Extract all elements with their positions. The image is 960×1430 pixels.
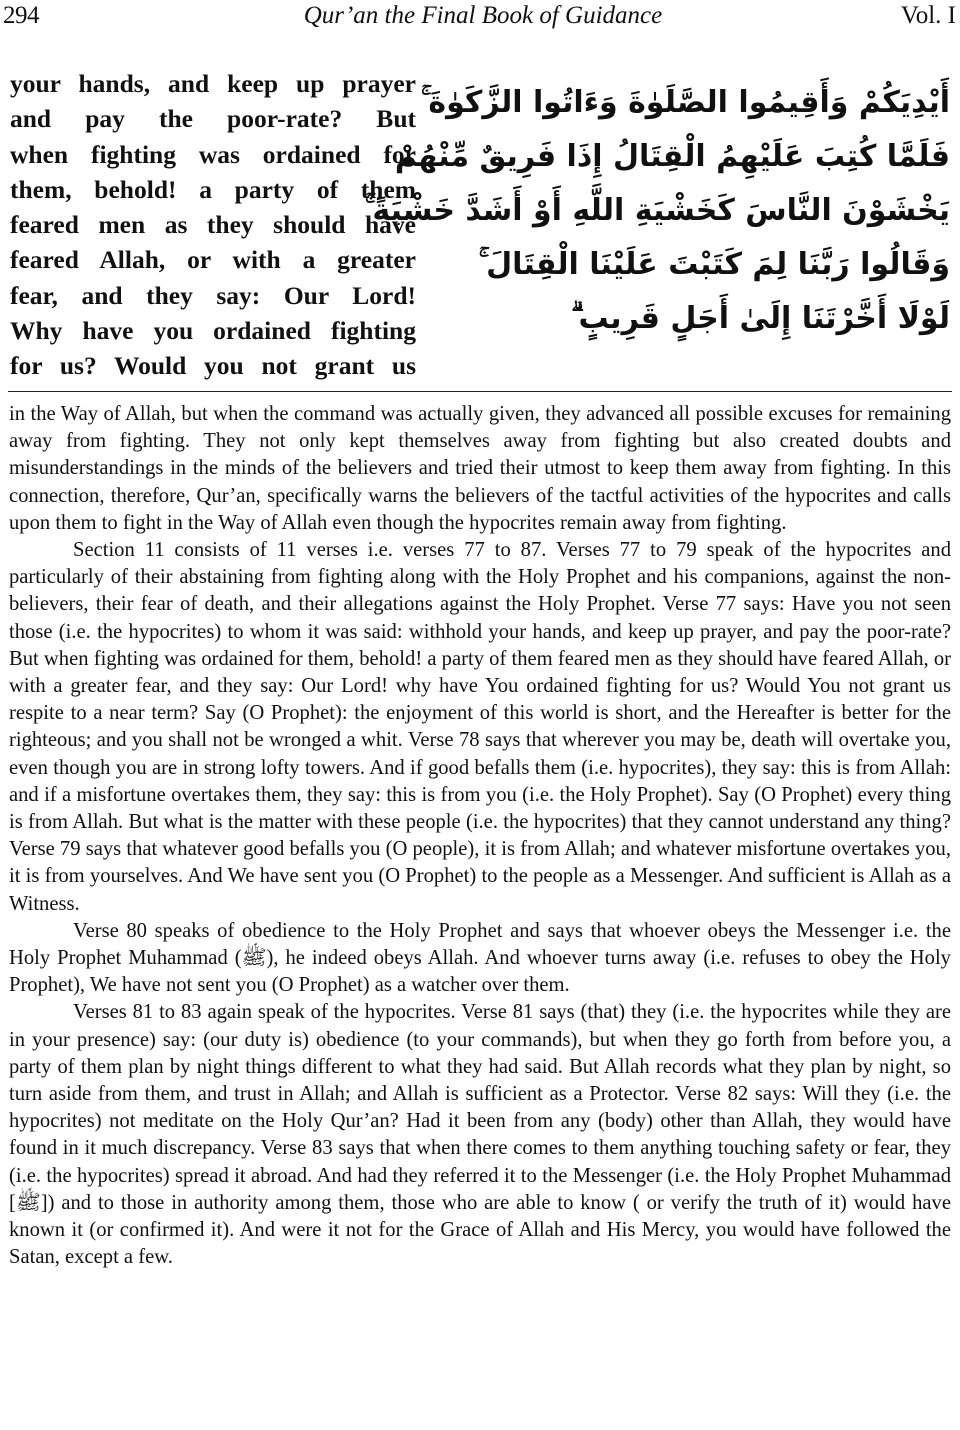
- commentary: [9, 401, 951, 1272]
- translation-line: feared men as they should have: [10, 210, 416, 240]
- translation-line: when fighting was ordained for: [10, 139, 416, 169]
- horizontal-rule: [8, 391, 952, 392]
- translation-line: them, behold! a party of them: [10, 174, 416, 204]
- arabic-line: أَيْدِيَكُمْ وَأَقِيمُوا الصَّلَوٰةَ وَءَاتُوا الزَّكَوٰةَ ۚ: [420, 85, 950, 120]
- running-head: [0, 0, 960, 36]
- commentary-paragraph: Verses 81 to 83 again speak of the hypocrites. Verse 81 says (that) they (i.e. the hypocrites while they are in your presence) say: (our duty is) obedience (to your commands), but when they go forth from before you, a party of them plan by night things different to what they had said. But Allah records what they plan by night, so turn aside from them, and trust in Allah; and Allah is sufficient as a Protector. Verse 82 says: Will they (i.e. the hypocrites) not meditate on the Holy Qur’an? Had it been from any (body) other than Allah, they would have found in it much discrepancy. Verse 83 says that when there comes to them anything touching safety or fear, they (i.e. the hypocrites) spread it abroad. And had they referred it to the Messenger (i.e. the Holy Prophet Muhammad [ﷺ]) and to those in authority among them, those who are able to know ( or verify the truth of it) would have known it (or confirmed it). And were it not for the Grace of Allah and His Mercy, you would have followed the Satan, except a few.: [9, 1001, 951, 1269]
- volume-label: Vol. I: [900, 2, 956, 29]
- page-number: 294: [3, 2, 39, 29]
- translation-line: your hands, and keep up prayer: [10, 69, 416, 98]
- arabic-line: فَلَمَّا كُتِبَ عَلَيْهِمُ الْقِتَالُ إِذَا فَرِيقٌ مِّنْهُمْ: [394, 139, 950, 174]
- commentary-paragraph: in the Way of Allah, but when the command was actually given, they advanced all possible excuses for remaining away from fighting. They not only kept themselves away from fighting but also created doubts and misunderstandings in the minds of the believers and tried their utmost to keep them away from fighting. In this connection, therefore, Qur’an, specifically warns the believers of the tactful activities of the hypocrites and calls upon them to fight in the Way of Allah even though the hypocrites remain away from fighting.: [9, 403, 951, 534]
- translation-line: fear, and they say: Our Lord!: [10, 280, 416, 310]
- translation-line: Why have you ordained fighting: [10, 316, 416, 346]
- translation-line: feared Allah, or with a greater: [10, 245, 416, 275]
- arabic-line: لَوْلَا أَخَّرْتَنَا إِلَىٰ أَجَلٍ قَرِيبٍ ۗ: [571, 301, 950, 336]
- verse-translation: [10, 66, 416, 384]
- translation-line: and pay the poor-rate? But: [10, 104, 416, 134]
- book-title: Qur’an the Final Book of Guidance: [303, 2, 663, 29]
- commentary-paragraph: Verse 80 speaks of obedience to the Holy Prophet and says that whoever obeys the Messenger i.e. the Holy Prophet Muhammad (ﷺ), he indeed obeys Allah. And whoever turns away (i.e. refuses to obey the Holy Prophet), We have not sent you (O Prophet) as a watcher over them.: [9, 919, 951, 997]
- arabic-line: وَقَالُوا رَبَّنَا لِمَ كَتَبْتَ عَلَيْنَا الْقِتَالَ ۚ: [478, 247, 950, 282]
- arabic-verse: [364, 76, 950, 346]
- verse-block: [0, 66, 960, 384]
- translation-line: for us? Would you not grant us: [10, 351, 416, 381]
- commentary-paragraph: Section 11 consists of 11 verses i.e. verses 77 to 87. Verses 77 to 79 speak of the hypocrites and particularly of their abstaining from fighting along with the Holy Prophet and his companions, against the non-believers, their fear of death, and their allegations against the Holy Prophet. Verse 77 says: Have you not seen those (i.e. the hypocrites) to whom it was said: withhold your hands, and keep up prayer, and pay the poor-rate? But when fighting was ordained for them, behold! a party of them feared men as they should have feared Allah, or with a greater fear, and they say: Our Lord! why have You ordained fighting for us? Would You not grant us respite to a near term? Say (O Prophet): the enjoyment of this world is short, and the Hereafter is better for the righteous; and you shall not be wronged a whit. Verse 78 says that wherever you may be, death will overtake you, even though you are in strong lofty towers. And if good befalls them (i.e. hypocrites), they say: this is from Allah: and if a misfortune overtakes them, they say: this is from you (i.e. the Holy Prophet). Say (O Prophet) every thing is from Allah. But what is the matter with these people (i.e. the hypocrites) that they cannot understand any thing? Verse 79 says that whatever good befalls you (O people), it is from Allah; and whatever misfortune overtakes you, it is from yourselves. And We have sent you (O Prophet) to the people as a Messenger. And sufficient is Allah as a Witness.: [9, 539, 951, 915]
- arabic-line: يَخْشَوْنَ النَّاسَ كَخَشْيَةِ اللَّهِ أَوْ أَشَدَّ خَشْيَةً ۚ: [364, 193, 950, 228]
